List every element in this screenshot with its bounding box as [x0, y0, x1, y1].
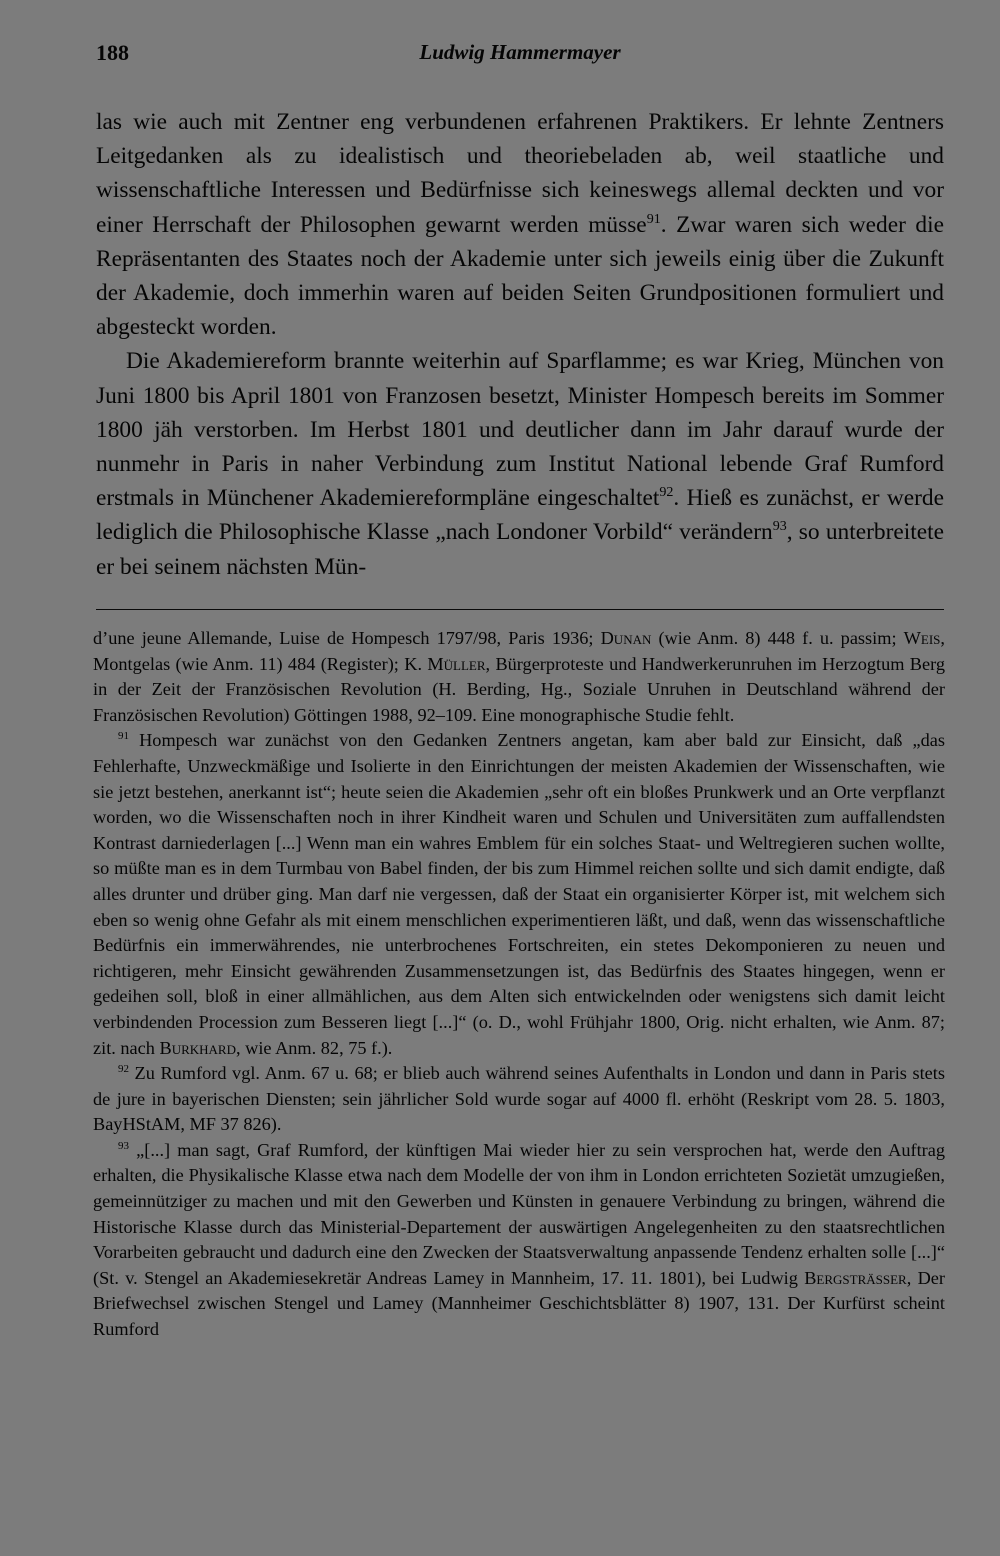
author-name: Burkhard	[159, 1037, 236, 1058]
text-run: . Zwar waren sich weder die Repräsentanten des Staates noch der Akademie unter sich jeweils einig über die Zukunft der Akademie, doch immerhin waren auf beiden Seiten Grundpositionen formuliert und abgesteckt worden.	[96, 211, 944, 341]
author-name: Bergsträsser	[804, 1267, 907, 1288]
author-name: Müller	[427, 653, 486, 674]
footnote-92	[93, 1061, 945, 1138]
footnote-continuation	[93, 626, 945, 728]
footnotes	[93, 626, 945, 1343]
author-name: Weis	[903, 628, 941, 648]
text-run: „[...] man sagt, Graf Rumford, der künftigen Mai wieder hier zu sein versprochen hat, werde den Auftrag erhalten, die Physikalische Klasse etwa nach dem Modelle der von ihm in London errichteten Sozietät umzugießen, gemeinnütziger zu machen und mit den Gewerben und Künsten in genauere Verbindung zu bringen, während die Historische Klasse durch das Ministerial-Departement der auswärtigen Angelegenheiten zu den staatsrechtlichen Vorarbeiten gebraucht und dadurch eine den Zwecken der Staatsverwaltung anpassende Tendenz erhalten solle [...]“ (St. v. Stengel an Akademiesekretär Andreas Lamey in Mannheim, 17. 11. 1801), bei Ludwig	[93, 1139, 945, 1288]
text-run: , Der Briefwechsel zwischen Stengel und Lamey (Mannheimer Geschichtsblätter 8) 1907, 131. Der Kurfürst scheint Rumford	[93, 1267, 946, 1340]
text-run: d’une jeune Allemande, Luise de Hompesch 1797/98, Paris 1936;	[93, 628, 601, 648]
text-run: , Montgelas (wie Anm. 11) 484 (Register); K.	[93, 628, 945, 674]
author-name: Dunan	[600, 628, 652, 648]
text-run: las wie auch mit Zentner eng verbundenen erfahrenen Praktikers. Er lehnte Zentners Leitgedanken als zu idealistisch und theoriebeladen ab, weil staatliche und wissenschaftliche Interessen und Bedürfnisse sich keineswegs allemal deckten und vor einer Herrschaft der Philosophen gewarnt werden müsse	[96, 109, 944, 238]
page-number: 188	[96, 40, 129, 65]
main-text	[96, 105, 944, 584]
footnote-91	[93, 728, 945, 1061]
footnote-marker: 91	[118, 730, 129, 743]
footnote-marker: 91	[646, 210, 661, 227]
footnote-marker: 92	[659, 484, 674, 501]
text-run: Zu Rumford vgl. Anm. 67 u. 68; er blieb auch während seines Aufenthalts in London und dann in Paris stets de jure in bayerischen Diensten; sein jährlicher Sold wurde sogar auf 4000 fl. erhöht (Reskript vom 28. 5. 1803, BayHStAM, MF 37 826).	[93, 1063, 945, 1135]
footnote-separator	[96, 609, 944, 610]
text-run: , so unterbreitete er bei seinem nächsten Mün-	[96, 519, 944, 580]
text-run: Hompesch war zunächst von den Gedanken Zentners angetan, kam aber bald zur Einsicht, daß „das Fehlerhafte, Unzweckmäßige und Isolierte in den Einrichtungen der meisten Akademien der Wissenschaften, wie sie jetzt bestehen, anerkannt ist“; heute seien die Akademien „sehr oft ein bloßes Prunkwerk und an Orte verpflanzt worden, wo die Wissenschaften noch in ihrer Kindheit waren und Schulen und Universitäten zum auffallendsten Kontrast darniederlagen [...] Wenn man ein wahres Emblem für ein solches Staat- und Weltregieren suchen wollte, so müßte man es in dem Turmbau von Babel finden, der bis zum Himmel reichen sollte und sich damit endigte, daß alles drunter und drüber ging. Man darf nie vergessen, daß der Staat ein organisierter Körper ist, mit welchem sich eben so wenig ohne Gefahr als mit einem menschlichen experimentieren läßt, und daß, wenn das wissenschaftliche Bedürfnis ein immerwährendes, nie unterbrochenes Fortschreiten, ein stetes Dekomponieren zu neuen und richtigeren, mehr Einsicht gewährenden Zusammensetzungen ist, das Bedürfnis des Staates hingegen, wenn er gedeihen soll, bloß in einer allmählichen, aus dem Alten sich entwickelnden oder wenigstens sich damit leicht verbindenden Procession zum Besseren liegt [...]“ (o. D., wohl Frühjahr 1800, Orig. nicht erhalten, wie Anm. 87; zit. nach	[93, 730, 945, 1058]
footnote-marker: 92	[118, 1063, 129, 1075]
running-head: Ludwig Hammermayer	[419, 40, 621, 64]
paragraph	[96, 105, 944, 344]
text-run: (wie Anm. 8) 448 f. u. passim;	[651, 628, 904, 648]
text-run: , Bürgerproteste und Handwerkerunruhen im Herzogtum Berg in der Zeit der Französischen Revolution (H. Berding, Hg., Soziale Unruhen in Deutschland während der Französischen Revolution) Göttingen 1988, 92–109. Eine monographische Studie fehlt.	[93, 653, 945, 725]
footnote-marker: 93	[772, 518, 787, 535]
text-run: Die Akademiereform brannte weiterhin auf Sparflamme; es war Krieg, München von Juni 1800 bis April 1801 von Franzosen besetzt, Minister Hompesch bereits im Sommer 1800 jäh verstorben. Im Herbst 1801 und deutlicher dann im Jahr darauf wurde der nunmehr in Paris in naher Verbindung zum Institut National lebende Graf Rumford erstmals in Münchener Akademiereformpläne eingeschaltet	[96, 348, 944, 512]
text-run: . Hieß es zunächst, er werde lediglich die Philosophische Klasse „nach Londoner Vorbild“ verändern	[96, 485, 945, 546]
paragraph	[96, 344, 944, 583]
text-run: , wie Anm. 82, 75 f.).	[235, 1037, 393, 1058]
page-header	[96, 40, 944, 74]
footnote-marker: 93	[118, 1139, 129, 1152]
footnote-93	[93, 1138, 945, 1343]
